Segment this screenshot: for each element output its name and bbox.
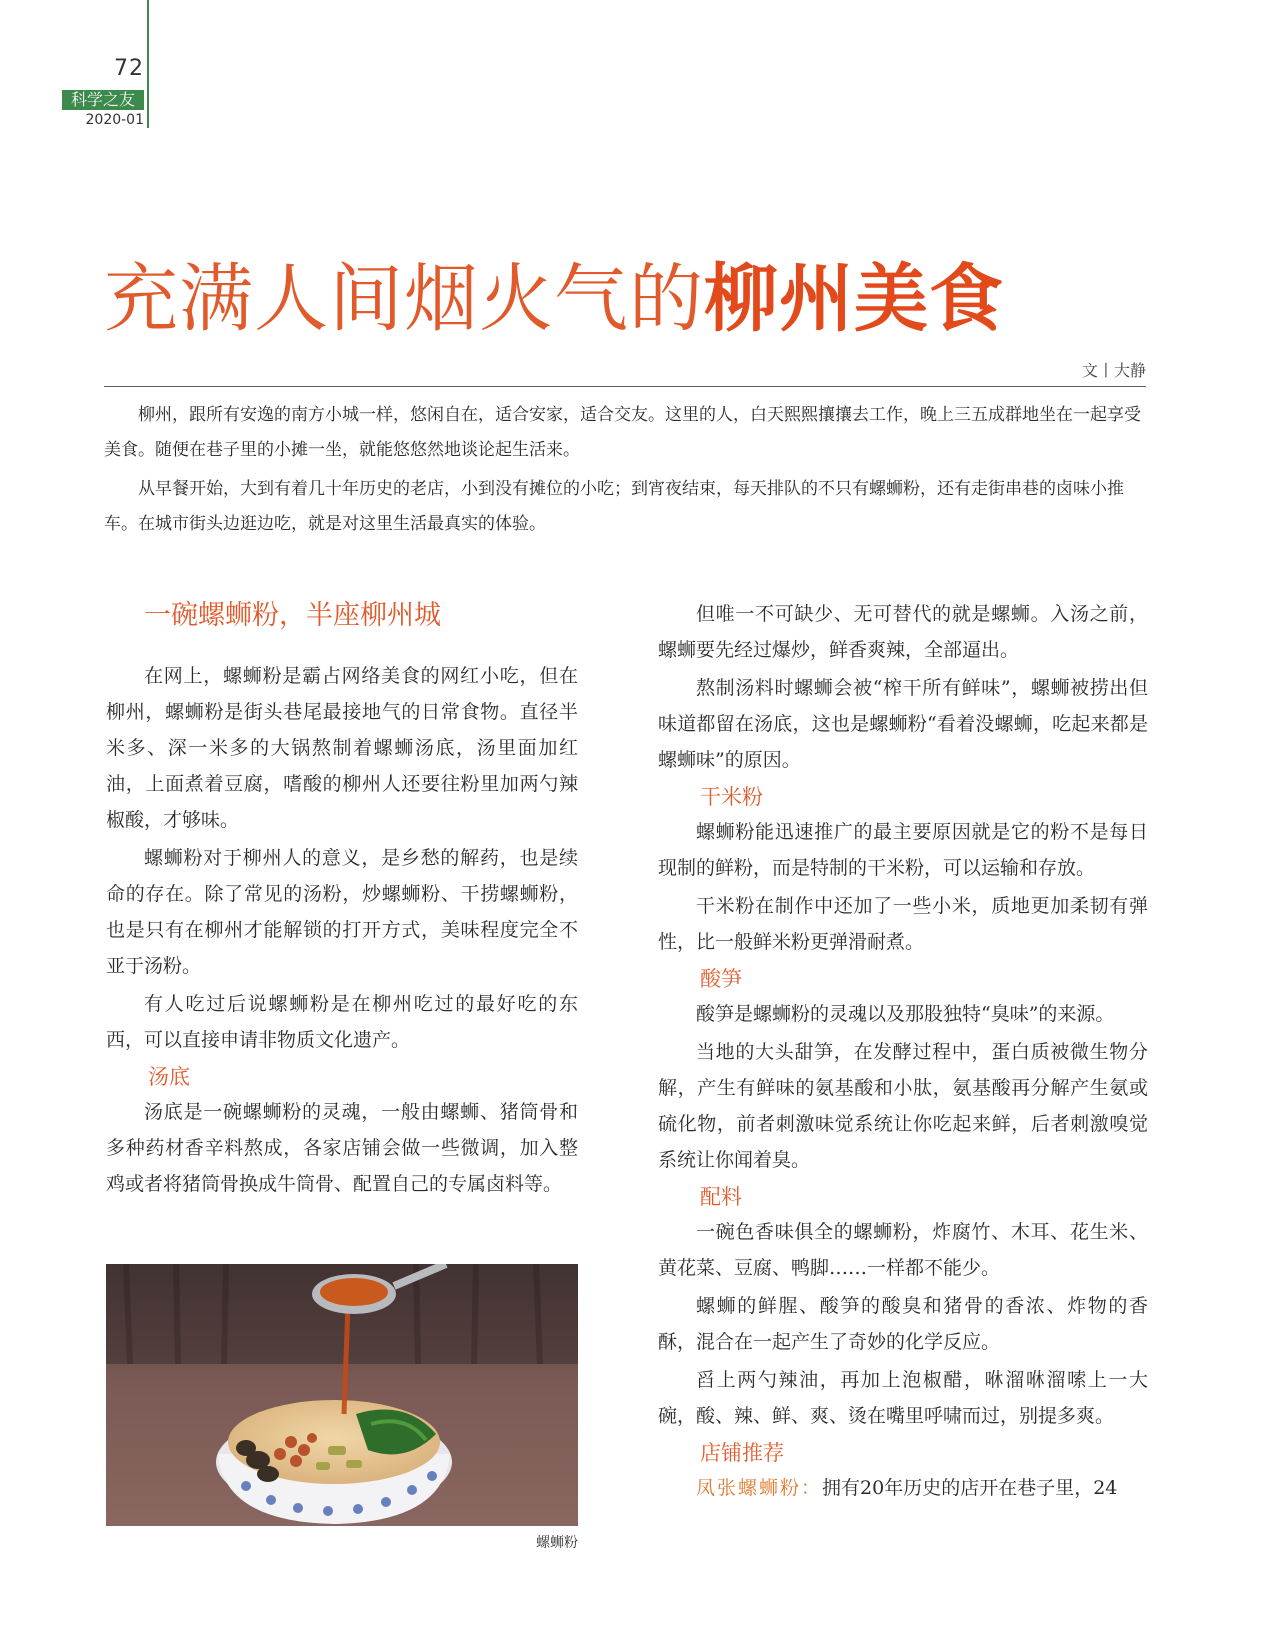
body-paragraph: 当地的大头甜笋，在发酵过程中，蛋白质被微生物分解，产生有鲜味的氨基酸和小肽，氨基酸再分解产生氨或硫化物，前者刺激味觉系统让你吃起来鲜，后者刺激嗅觉系统让你闻着臭。 [658,1041,1148,1171]
body-paragraph: 酸笋是螺蛳粉的灵魂以及那股独特“臭味”的来源。 [696,1003,1115,1025]
article-title [104,254,1004,344]
body-paragraph: 螺蛳粉对于柳州人的意义，是乡愁的解药，也是续命的存在。除了常见的汤粉，炒螺蛳粉、干捞螺蛳粉，也是只有在柳州才能解锁的打开方式，美味程度完全不亚于汤粉。 [106,847,578,977]
issue-date: 2020-01 [85,112,144,128]
header-divider-line [147,0,149,128]
body-paragraph: 舀上两勺辣油，再加上泡椒醋，咻溜咻溜嗦上一大碗，酸、辣、鲜、爽、烫在嘴里呼啸而过，别提多爽。 [658,1369,1148,1427]
body-paragraph: 熬制汤料时螺蛳会被“榨干所有鲜味”，螺蛳被捞出但味道都留在汤底，这也是螺蛳粉“看着没螺蛳，吃起来都是螺蛳味”的原因。 [658,677,1148,771]
byline: 文丨大静 [1081,361,1146,380]
body-paragraph: 螺蛳粉能迅速推广的最主要原因就是它的粉不是每日现制的鲜粉，而是特制的干米粉，可以运输和存放。 [658,821,1148,879]
body-paragraph: 但唯一不可缺少、无可替代的就是螺蛳。入汤之前，螺蛳要先经过爆炒，鲜香爽辣，全部逼出。 [658,603,1148,661]
shop-paragraph [658,1470,1148,1506]
left-column [106,596,578,1204]
intro-paragraph: 从早餐开始，大到有着几十年历史的老店，小到没有摊位的小吃；到宵夜结束，每天排队的不只有螺蛳粉，还有走街串巷的卤味小推车。在城市街头边逛边吃，就是对这里生活最真实的体验。 [104,479,1124,534]
intro [104,398,1146,546]
subheading-peiliao: 配料 [700,1185,742,1209]
photo-caption: 螺蛳粉 [536,1535,578,1551]
right-column [658,596,1148,1508]
title-rule [104,386,1146,387]
body-paragraph: 一碗色香味俱全的螺蛳粉，炸腐竹、木耳、花生米、黄花菜、豆腐、鸭脚……一样都不能少。 [658,1221,1148,1279]
body-paragraph: 干米粉在制作中还加了一些小米，质地更加柔韧有弹性，比一般鲜米粉更弹滑耐煮。 [658,895,1148,953]
body-paragraph: 汤底是一碗螺蛳粉的灵魂，一般由螺蛳、猪筒骨和多种药材香辛料熬成，各家店铺会做一些微调，加入整鸡或者将猪筒骨换成牛筒骨、配置自己的专属卤料等。 [106,1101,578,1195]
subheading-tangdi: 汤底 [148,1065,190,1089]
luosifen-photo [106,1264,578,1526]
magazine-name-tag: 科学之友 [62,90,144,110]
section-title: 一碗螺蛳粉，半座柳州城 [144,600,441,631]
shop-text: 拥有20年历史的店开在巷子里，24 [822,1477,1118,1499]
article-title-light: 充满人间烟火气的 [104,256,704,342]
article-title-bold: 柳州美食 [704,256,1004,342]
intro-paragraph: 柳州，跟所有安逸的南方小城一样，悠闲自在，适合安家，适合交友。这里的人，白天熙熙攘攘去工作，晚上三五成群地坐在一起享受美食。随便在巷子里的小摊一坐，就能悠悠然地谈论起生活来。 [104,405,1141,460]
shop-name: 凤张螺蛳粉： [696,1477,823,1499]
subheading-ganmifen: 干米粉 [700,785,763,809]
body-paragraph: 有人吃过后说螺蛳粉是在柳州吃过的最好吃的东西，可以直接申请非物质文化遗产。 [106,993,578,1051]
subheading-suansun: 酸笋 [700,967,742,991]
subheading-dianpu: 店铺推荐 [700,1441,784,1465]
body-paragraph: 螺蛳的鲜腥、酸笋的酸臭和猪骨的香浓、炸物的香酥，混合在一起产生了奇妙的化学反应。 [658,1295,1148,1353]
body-paragraph: 在网上，螺蛳粉是霸占网络美食的网红小吃，但在柳州，螺蛳粉是街头巷尾最接地气的日常食物。直径半米多、深一米多的大锅熬制着螺蛳汤底，汤里面加红油，上面煮着豆腐，嗜酸的柳州人还要往粉里加两勺辣椒酸，才够味。 [106,665,578,831]
page-number: 72 [114,56,144,81]
